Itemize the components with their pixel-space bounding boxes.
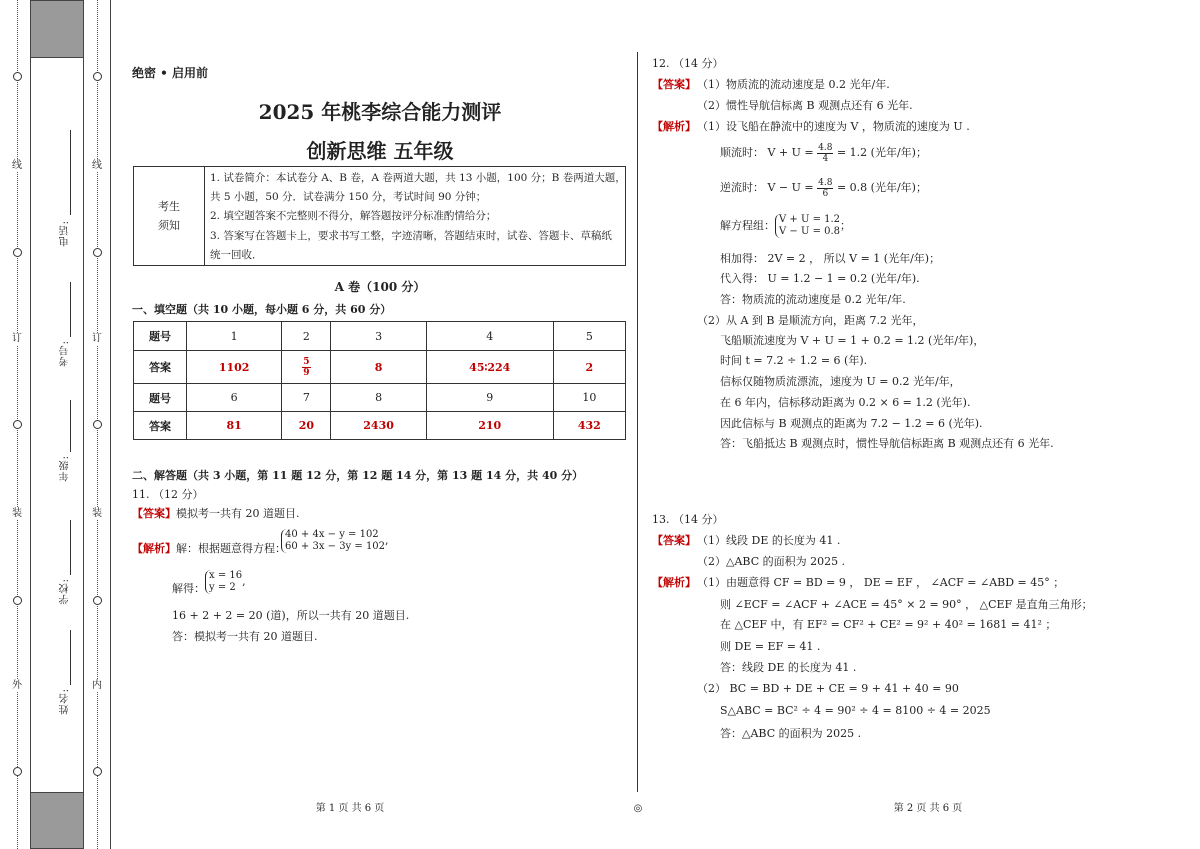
q12-solution-line: 答：飞船抵达 B 观测点时，惯性导航信标距离 B 观测点还有 6 光年. (720, 437, 1054, 450)
q12-equation-system: 解方程组： V + U = 1.2 V − U = 0.8 ； (720, 214, 852, 237)
notice-label-2: 须知 (158, 219, 180, 232)
q11-solution-intro (132, 535, 286, 563)
binding-hole-icon (13, 596, 22, 605)
q13-heading: 13. （14 分） (652, 513, 724, 526)
footer-page-left: 第 1 页 共 6 页 (315, 803, 385, 814)
binding-hole-icon (13, 767, 22, 776)
margin-grey-block-top (30, 0, 84, 58)
system-equation-2: V − U = 0.8 (779, 226, 841, 237)
q12-solution-line: （1）设飞船在静流中的速度为 V ，物质流的速度为 U . (697, 120, 970, 133)
equation-prefix: 逆流时： V − U = (720, 181, 814, 194)
table-header-cell: 题号 (134, 384, 187, 412)
q13-answer-2: （2）△ABC 的面积为 2025 . (697, 555, 846, 568)
margin-border-line (110, 0, 111, 849)
answer-cell-fraction (282, 351, 331, 384)
binding-hole-icon (93, 767, 102, 776)
grade-field-label: 年级: (60, 455, 71, 482)
binding-hole-icon (93, 420, 102, 429)
page-title: 2025 年桃李综合能力测评 (258, 100, 502, 124)
phone-field-line[interactable] (70, 130, 71, 215)
q13-solution-line: 则 DE = EF = 41 . (720, 640, 821, 653)
q12-solution-line: 相加得： 2V = 2 ， 所以 V = 1 (光年/年)； (720, 252, 941, 265)
fraction-denominator: 9 (303, 367, 310, 378)
name-field-label: 姓名: (60, 688, 71, 715)
table-cell: 2 (282, 322, 331, 351)
fraction-numerator: 5 (303, 356, 310, 367)
q11-solve-label: 解得： (172, 582, 205, 595)
q11-heading: 11. （12 分） (132, 488, 204, 501)
binding-hole-icon (93, 248, 102, 257)
q12-solution-tag (652, 120, 696, 134)
q13-solution-line: 答：△ABC 的面积为 2025 . (720, 727, 862, 740)
notice-line: 3. 答案写在答题卡上，要求书写工整，字迹清晰，答题结束时，试卷、答题卡、草稿纸 (210, 230, 612, 242)
notice-box (133, 166, 626, 266)
margin-border-line (30, 0, 31, 849)
phone-field-label: 电话: (60, 220, 71, 247)
q11-answer-text: 模拟考一共有 20 道题目. (176, 507, 300, 520)
margin-char-outer: 外 (12, 680, 22, 691)
equation-suffix: = 1.2 (光年/年)； (836, 146, 927, 159)
table-cell: 5 (553, 322, 625, 351)
notice-line: 2. 填空题答案不完整则不得分，解答题按评分标准酌情给分； (210, 210, 497, 222)
binding-hole-icon (93, 72, 102, 81)
margin-char-outer: 装 (12, 508, 22, 519)
answer-cell: 2 (553, 351, 625, 384)
q12-solution-line: 飞船顺流速度为 V + U = 1 + 0.2 = 1.2 (光年/年)， (720, 334, 985, 347)
margin-char-outer: 线 (12, 160, 22, 171)
table-header-cell: 答案 (134, 412, 187, 440)
margin-grey-block-bottom (30, 792, 84, 849)
answer-cell: 45∶224 (426, 351, 553, 384)
q11-equation-2: 60 + 3x − 3y = 102 (285, 541, 386, 552)
notice-line: 统一回收． (210, 249, 263, 261)
notice-label-1: 考生 (158, 200, 180, 213)
table-cell: 3 (331, 322, 426, 351)
answer-cell: 210 (426, 412, 553, 440)
exam-no-field-line[interactable] (70, 282, 71, 337)
q11-solution-1: x = 16 (209, 570, 243, 581)
school-field-label: 学校: (60, 578, 71, 605)
table-header-cell: 答案 (134, 351, 187, 384)
system-equation-1: V + U = 1.2 (779, 214, 841, 225)
q11-line: 16 + 2 + 2 = 20 (道)，所以一共有 20 道题目. (172, 609, 410, 622)
answer-cell: 2430 (331, 412, 426, 440)
margin-border-line (83, 0, 84, 849)
table-cell: 1 (187, 322, 282, 351)
fraction-denominator: 4 (822, 153, 829, 164)
q12-answer-tag (652, 78, 696, 92)
q13-solution-line: S△ABC = BC² ÷ 4 = 90² ÷ 4 = 8100 ÷ 4 = 2025 (720, 704, 991, 717)
fraction-numerator: 4.8 (818, 177, 833, 188)
margin-char-outer: 订 (12, 333, 22, 344)
secret-label: 绝密 • 启用前 (132, 66, 209, 80)
binding-hole-icon (13, 420, 22, 429)
q12-solution-line: （2）从 A 到 B 是顺流方向，距离 7.2 光年， (697, 314, 924, 327)
q13-solution-line: （2） BC = BD + DE + CE = 9 + 41 + 40 = 90 (697, 682, 959, 695)
footer-center-mark: ◎ (633, 803, 643, 814)
solution-tag: 【解析】 (132, 542, 176, 555)
binding-hole-icon (13, 248, 22, 257)
answer-cell: 432 (553, 412, 625, 440)
equation-suffix: = 0.8 (光年/年)； (836, 181, 927, 194)
q12-solution-line: 时间 t = 7.2 ÷ 1.2 = 6 (年). (720, 354, 868, 367)
q13-solution-line: 在 △CEF 中，有 EF² = CF² + CE² = 9² + 40² = 1681 = 41² ； (720, 618, 1057, 631)
answer-table (133, 321, 626, 440)
page-divider (637, 52, 638, 792)
q11-line: 答：模拟考一共有 20 道题目. (172, 630, 318, 643)
q12-solution-line: 代入得： U = 1.2 − 1 = 0.2 (光年/年). (720, 272, 920, 285)
notice-line: 1. 试卷简介：本试卷分 A、B 卷，A 卷两道大题，共 13 小题，100 分；B 卷两道大题， (210, 172, 626, 184)
margin-char-inner: 订 (92, 333, 102, 344)
q11-solution-text: 解：根据题意得方程： (176, 542, 286, 555)
table-cell: 6 (187, 384, 282, 412)
q12-solution-line: 在 6 年内，信标移动距离为 0.2 × 6 = 1.2 (光年). (720, 396, 971, 409)
q12-solution-line: 信标仅随物质流漂流，速度为 U = 0.2 光年/年， (720, 375, 961, 388)
notice-line: 共 5 小题，50 分．试卷满分 150 分，考试时间 90 分钟； (210, 191, 487, 203)
q11-equation-1: 40 + 4x − y = 102 (285, 529, 379, 540)
solution-tag: 【解析】 (652, 576, 696, 589)
q12-solution-line: 答：物质流的流动速度是 0.2 光年/年. (720, 293, 906, 306)
table-cell: 4 (426, 322, 553, 351)
q13-solution-line: 答：线段 DE 的长度为 41 . (720, 661, 857, 674)
school-field-line[interactable] (70, 520, 71, 575)
equation-prefix: 解方程组： (720, 219, 775, 232)
table-cell: 10 (553, 384, 625, 412)
q11-equation-system: 40 + 4x − y = 102 60 + 3x − 3y = 102 , (281, 529, 389, 553)
q13-answer-tag (652, 534, 696, 548)
fraction-numerator: 4.8 (818, 142, 833, 153)
q13-solution-line: （1）由题意得 CF = BD = 9 ， DE = EF ， ∠ACF = ∠ABD = 45° ； (697, 576, 1065, 589)
section-a-title: A 卷（100 分） (334, 280, 426, 294)
table-cell: 9 (426, 384, 553, 412)
binding-hole-icon (13, 72, 22, 81)
q13-answer-1: （1）线段 DE 的长度为 41 . (697, 534, 841, 547)
q11-answer (132, 507, 300, 521)
q13-solution-tag (652, 576, 696, 590)
answer-cell: 81 (187, 412, 282, 440)
fraction-denominator: 6 (822, 188, 829, 199)
part1-title: 一、填空题（共 10 小题，每小题 6 分，共 60 分） (132, 303, 392, 316)
q12-answer-1: （1）物质流的流动速度是 0.2 光年/年. (697, 78, 890, 91)
table-cell: 7 (282, 384, 331, 412)
answer-cell: 8 (331, 351, 426, 384)
q12-upstream-equation (720, 176, 927, 200)
margin-char-inner: 线 (92, 160, 102, 171)
q12-downstream-equation (720, 141, 927, 165)
name-field-line[interactable] (70, 630, 71, 685)
margin-char-inner: 内 (92, 680, 102, 691)
q11-solution-system: x = 16 y = 2 , (205, 570, 246, 594)
answer-cell: 20 (282, 412, 331, 440)
solution-tag: 【解析】 (652, 120, 696, 133)
q12-heading: 12. （14 分） (652, 57, 724, 70)
answer-cell: 1102 (187, 351, 282, 384)
table-cell: 8 (331, 384, 426, 412)
q13-solution-line: 则 ∠ECF = ∠ACF + ∠ACE = 45° × 2 = 90° ， △CEF 是直角三角形； (720, 598, 1093, 611)
q12-answer-2: （2）惯性导航信标离 B 观测点还有 6 光年. (697, 99, 913, 112)
binding-hole-icon (93, 596, 102, 605)
table-header-cell: 题号 (134, 322, 187, 351)
part2-title: 二、解答题（共 3 小题，第 11 题 12 分，第 12 题 14 分，第 13 题 14 分，共 40 分） (132, 469, 584, 482)
answer-tag: 【答案】 (652, 534, 696, 547)
footer-page-right: 第 2 页 共 6 页 (893, 803, 963, 814)
exam-no-field-label: 考号: (60, 340, 71, 367)
answer-tag: 【答案】 (652, 78, 696, 91)
q11-solution-2: y = 2 (209, 582, 236, 593)
grade-field-line[interactable] (70, 400, 71, 452)
page-subtitle: 创新思维 五年级 (306, 139, 454, 163)
margin-char-inner: 装 (92, 508, 102, 519)
equation-prefix: 顺流时： V + U = (720, 146, 814, 159)
answer-tag: 【答案】 (132, 507, 176, 520)
q12-solution-line: 因此信标与 B 观测点的距离为 7.2 − 1.2 = 6 (光年). (720, 417, 983, 430)
